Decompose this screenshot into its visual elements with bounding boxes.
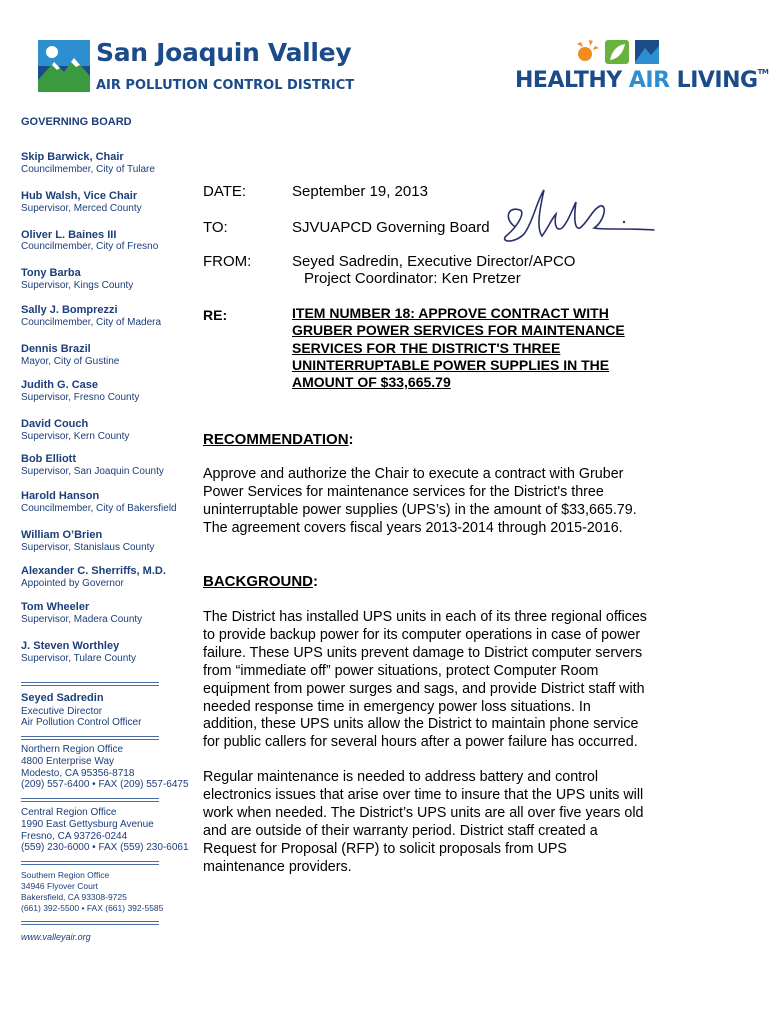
office-city: Fresno, CA 93726-0244 [21,831,128,842]
text-line: The agreement covers fiscal years 2013-2014 through 2015-2016. [203,519,623,536]
member-role: Supervisor, Merced County [21,203,142,214]
office-phone: (559) 230-6000 • FAX (559) 230-6061 [21,842,189,853]
office-city: Modesto, CA 95356-8718 [21,768,135,779]
member-name: David Couch [21,418,89,430]
member-name: Hub Walsh, Vice Chair [21,190,138,202]
office-name: Northern Region Office [21,744,124,755]
background-paragraph-1 [203,609,683,752]
heading-colon: : [348,431,354,448]
website-link[interactable]: www.valleyair.org [21,932,91,942]
text-line: Approve and authorize the Chair to execute a contract with Gruber [203,466,624,482]
sun-leaf-mountain-icon [575,40,667,66]
text-line: addition, these UPS units allow the District to maintain phone service [203,716,639,733]
org-subtitle: AIR POLLUTION CONTROL DISTRICT [96,78,355,93]
member-name: Dennis Brazil [21,343,91,355]
heading-colon: : [313,573,318,590]
member-name: William O’Brien [21,529,103,541]
signature-mark [496,188,656,252]
text-line: The District has installed UPS units in each of its three regional offices [203,609,647,625]
healthy-air-living-wordmark [515,68,768,93]
member-role: Supervisor, Tulare County [21,653,137,664]
member-name: Sally J. Bomprezzi [21,304,118,316]
member-role: Councilmember, City of Bakersfield [21,503,177,514]
background-heading-text: BACKGROUND [203,573,313,590]
org-name: San Joaquin Valley [96,38,352,67]
divider [21,798,159,802]
office-street: 34946 Flyover Court [21,881,99,891]
divider [21,682,159,686]
to-label: TO: [203,219,228,236]
office-name: Central Region Office [21,807,117,818]
member-name: Alexander C. Sherriffs, M.D. [21,565,166,577]
member-name: Bob Elliott [21,453,76,465]
office-phone: (661) 392-5500 • FAX (661) 392-5585 [21,903,164,913]
member-role: Supervisor, Madera County [21,614,143,625]
project-coordinator: Project Coordinator: Ken Pretzer [304,270,521,287]
wordmark-healthy: HEALTHY [515,68,629,93]
text-line: work when needed. The District’s UPS units are all over five years old [203,804,644,821]
healthy-air-living-logo [515,38,769,98]
executive-title: Executive Director [21,706,103,717]
office-street: 1990 East Gettysburg Avenue [21,819,154,830]
text-line: Power Services for maintenance services for the District's three [203,483,604,500]
member-role: Supervisor, Kern County [21,431,130,442]
member-name: J. Steven Worthley [21,640,120,652]
date-label: DATE: [203,183,247,200]
divider [21,736,159,740]
background-paragraph-2 [203,769,683,876]
wordmark-living: LIVING [669,68,758,93]
text-line: uninterruptable power supplies (UPS’s) in the amount of $33,665.79. [203,501,637,518]
text-line: failure. These UPS units prevent damage to District computer servers [203,644,643,661]
date-value: September 19, 2013 [292,183,428,200]
member-role: Councilmember, City of Fresno [21,241,159,252]
office-street: 4800 Enterprise Way [21,756,115,767]
member-name: Harold Hanson [21,490,100,502]
text-line: Regular maintenance is needed to address battery and control [203,769,599,785]
recommendation-paragraph [203,466,683,538]
text-line: Request for Proposal (RFP) to solicit proposals from UPS [203,840,567,857]
office-phone: (209) 557-6400 • FAX (209) 557-6475 [21,779,189,790]
text-line: and are outside of their warranty period. District staff created a [203,822,598,839]
from-label: FROM: [203,253,252,270]
member-role: Councilmember, City of Tulare [21,164,155,175]
member-role: Mayor, City of Gustine [21,356,120,367]
executive-name: Seyed Sadredin [21,692,104,704]
text-line: needed response time in emergency power loss situations. In [203,698,591,715]
governing-board-heading: GOVERNING BOARD [21,116,132,128]
member-name: Tony Barba [21,267,81,279]
recommendation-heading-text: RECOMMENDATION [203,431,349,448]
mountain-emblem-icon [38,40,90,92]
member-name: Skip Barwick, Chair [21,151,124,163]
text-line: equipment from power surges and sags, and provide District staff with [203,680,645,697]
text-line: electronics issues that arise over time to insure that the UPS units will [203,786,644,803]
to-value: SJVUAPCD Governing Board [292,219,490,236]
member-name: Judith G. Case [21,379,99,391]
wordmark-air: AIR [628,68,670,93]
recommendation-heading [203,431,354,448]
re-label: RE: [203,307,228,323]
member-role: Councilmember, City of Madera [21,317,162,328]
member-role: Supervisor, Stanislaus County [21,542,155,553]
from-value: Seyed Sadredin, Executive Director/APCO [292,253,576,270]
text-line: maintenance providers. [203,858,352,875]
divider [21,861,159,865]
office-city: Bakersfield, CA 93308-9725 [21,892,127,902]
background-heading [203,573,318,590]
text-line: from “immediate off” power situations, protect Computer Room [203,662,599,679]
office-name: Southern Region Office [21,870,110,880]
executive-title: Air Pollution Control Officer [21,717,142,728]
text-line: for public callers for several hours after a power failure has occurred. [203,734,638,751]
re-subject: ITEM NUMBER 18: APPROVE CONTRACT WITH GRUBER POWER SERVICES FOR MAINTENANCE SERVICES FOR THE DISTRICT'S THREE UNINTERRUPTABLE POWER SUPPLIES IN THE AMOUNT OF $33,665.79 [292,305,625,391]
member-role: Supervisor, Fresno County [21,392,140,403]
trademark: TM [757,68,769,76]
divider [21,921,159,925]
member-name: Oliver L. Baines III [21,229,117,241]
member-role: Appointed by Governor [21,578,124,589]
member-name: Tom Wheeler [21,601,90,613]
member-role: Supervisor, San Joaquin County [21,466,164,477]
member-role: Supervisor, Kings County [21,280,134,291]
text-line: to provide backup power for its computer operations in case of power [203,626,641,643]
